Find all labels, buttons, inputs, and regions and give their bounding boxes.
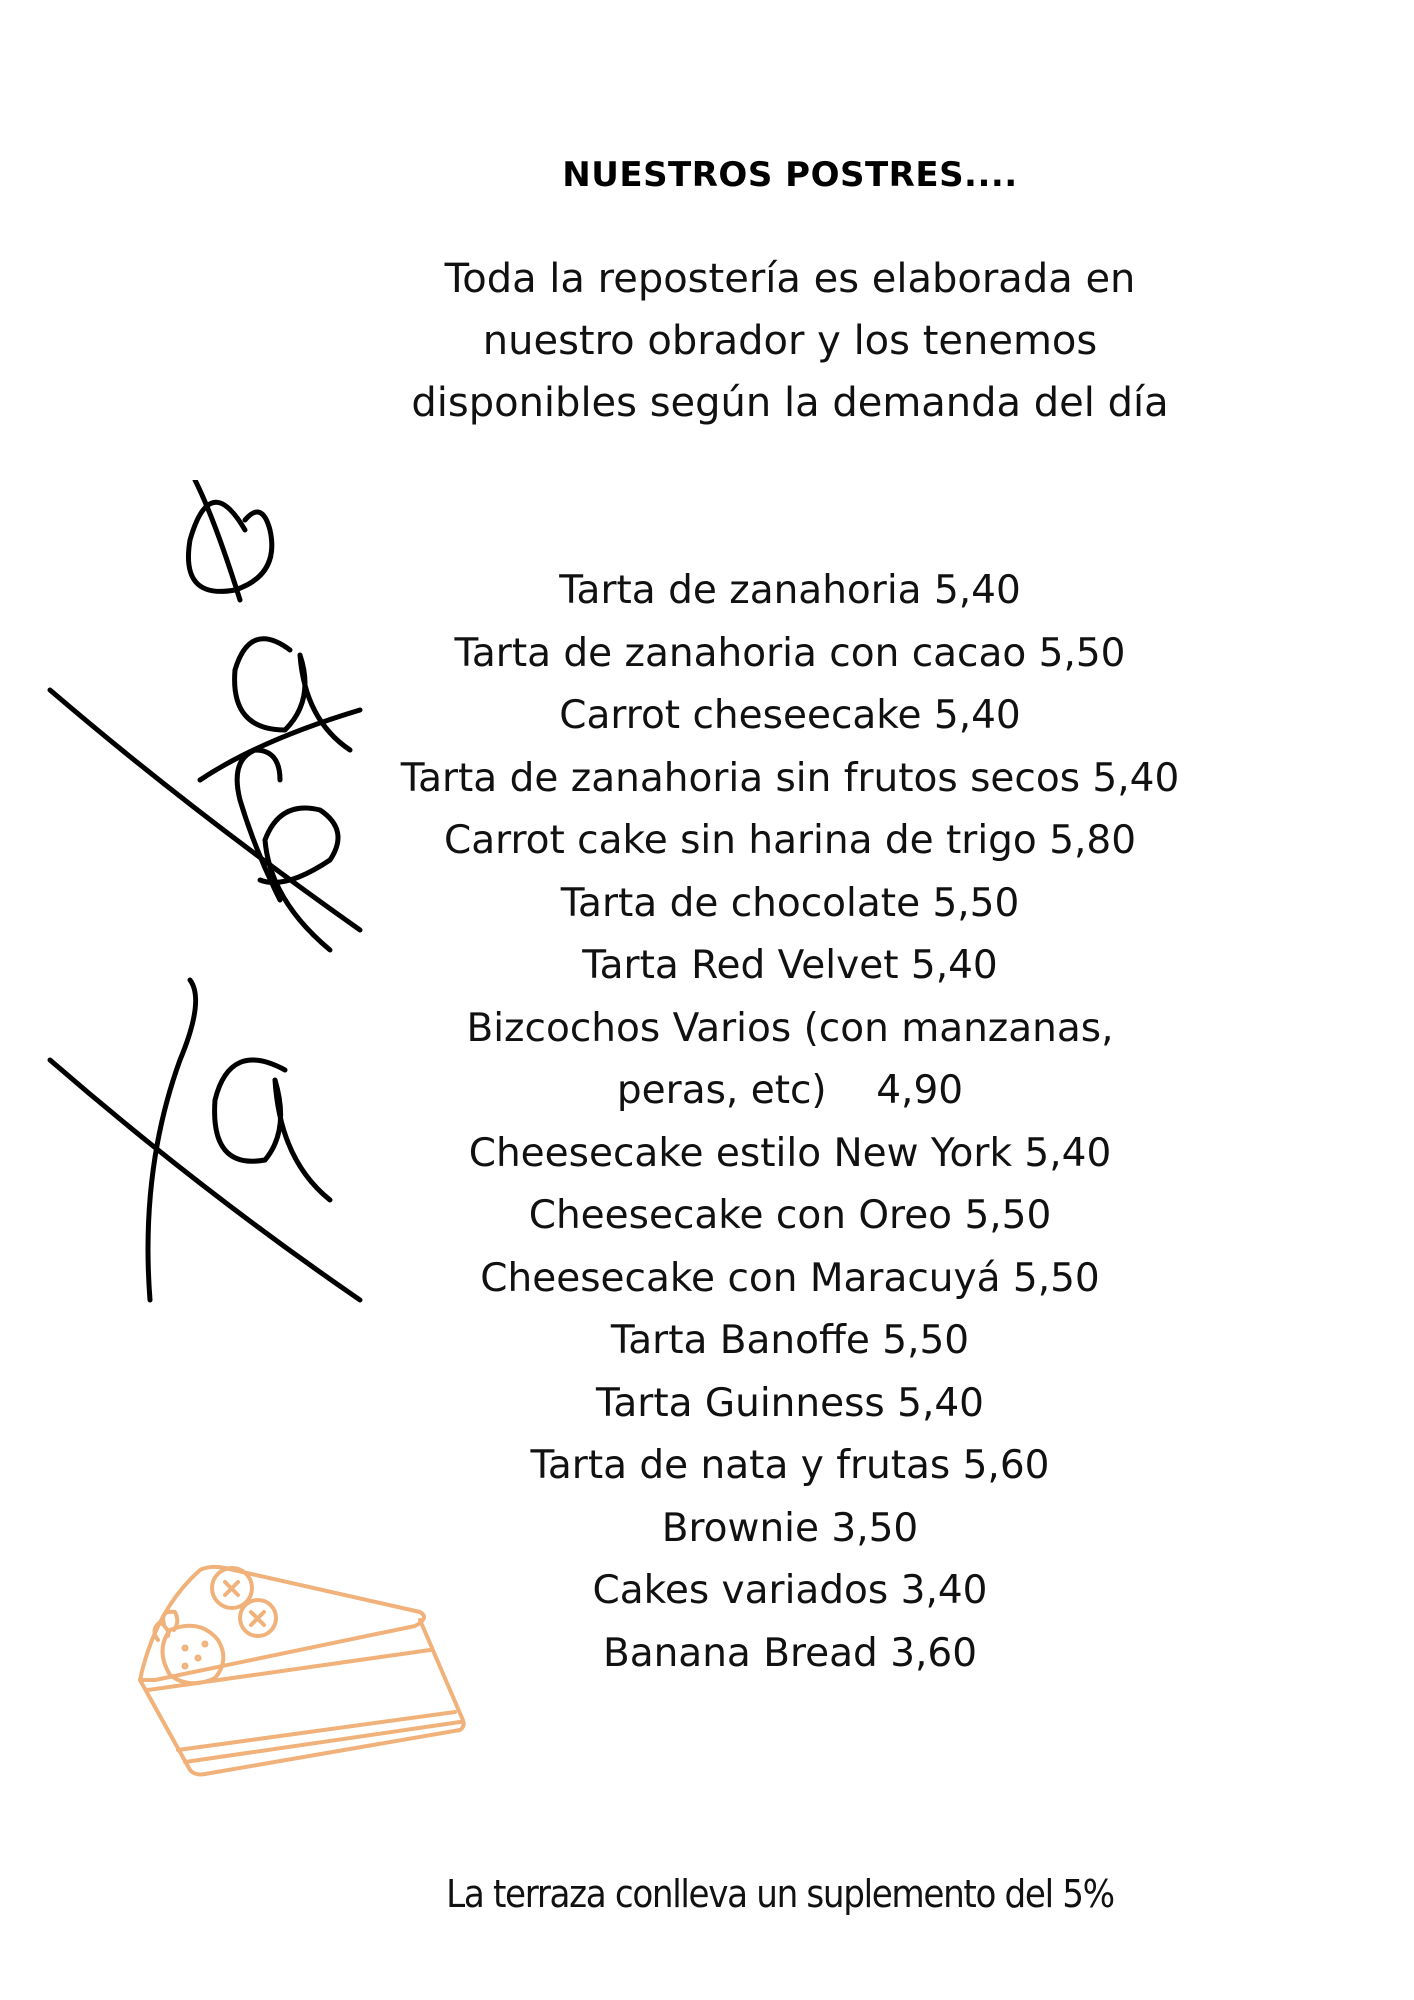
dessert-list xyxy=(340,560,1240,1685)
list-item: Tarta Red Velvet 5,40 xyxy=(582,943,998,988)
list-item: Tarta Guinness 5,40 xyxy=(596,1380,984,1426)
list-item: Carrot cake sin harina de trigo 5,80 xyxy=(443,818,1137,863)
intro-line: disponibles según la demanda del día xyxy=(411,380,1169,426)
terrace-surcharge-note: La terraza conlleva un suplemento del 5% xyxy=(446,1872,1114,1916)
intro-line: Toda la repostería es elaborada en xyxy=(444,256,1136,302)
page-title: NUESTROS POSTRES.... xyxy=(562,154,1018,195)
list-item: Brownie 3,50 xyxy=(661,1505,919,1551)
list-item: Cakes variados 3,40 xyxy=(592,1568,988,1613)
list-item: Cheesecake estilo New York 5,40 xyxy=(468,1130,1112,1176)
intro-line: nuestro obrador y los tenemos xyxy=(482,318,1098,364)
handwritten-script-icon xyxy=(30,480,380,1320)
list-item: peras, etc) 4,90 xyxy=(616,1068,964,1113)
list-item: Cheesecake con Oreo 5,50 xyxy=(528,1193,1052,1238)
list-item: Bizcochos Varios (con manzanas, xyxy=(466,1005,1114,1051)
list-item: Carrot cheseecake 5,40 xyxy=(559,693,1021,738)
intro-text xyxy=(340,248,1240,434)
list-item: Tarta de chocolate 5,50 xyxy=(560,880,1020,926)
list-item: Banana Bread 3,60 xyxy=(602,1630,978,1676)
list-item: Cheesecake con Maracuyá 5,50 xyxy=(480,1255,1100,1301)
list-item: Tarta de zanahoria sin frutos secos 5,40 xyxy=(400,755,1180,801)
list-item: Tarta de zanahoria con cacao 5,50 xyxy=(454,630,1126,676)
list-item: Tarta de nata y frutas 5,60 xyxy=(530,1443,1050,1488)
list-item: Tarta Banoffe 5,50 xyxy=(610,1318,970,1363)
list-item: Tarta de zanahoria 5,40 xyxy=(559,568,1021,613)
